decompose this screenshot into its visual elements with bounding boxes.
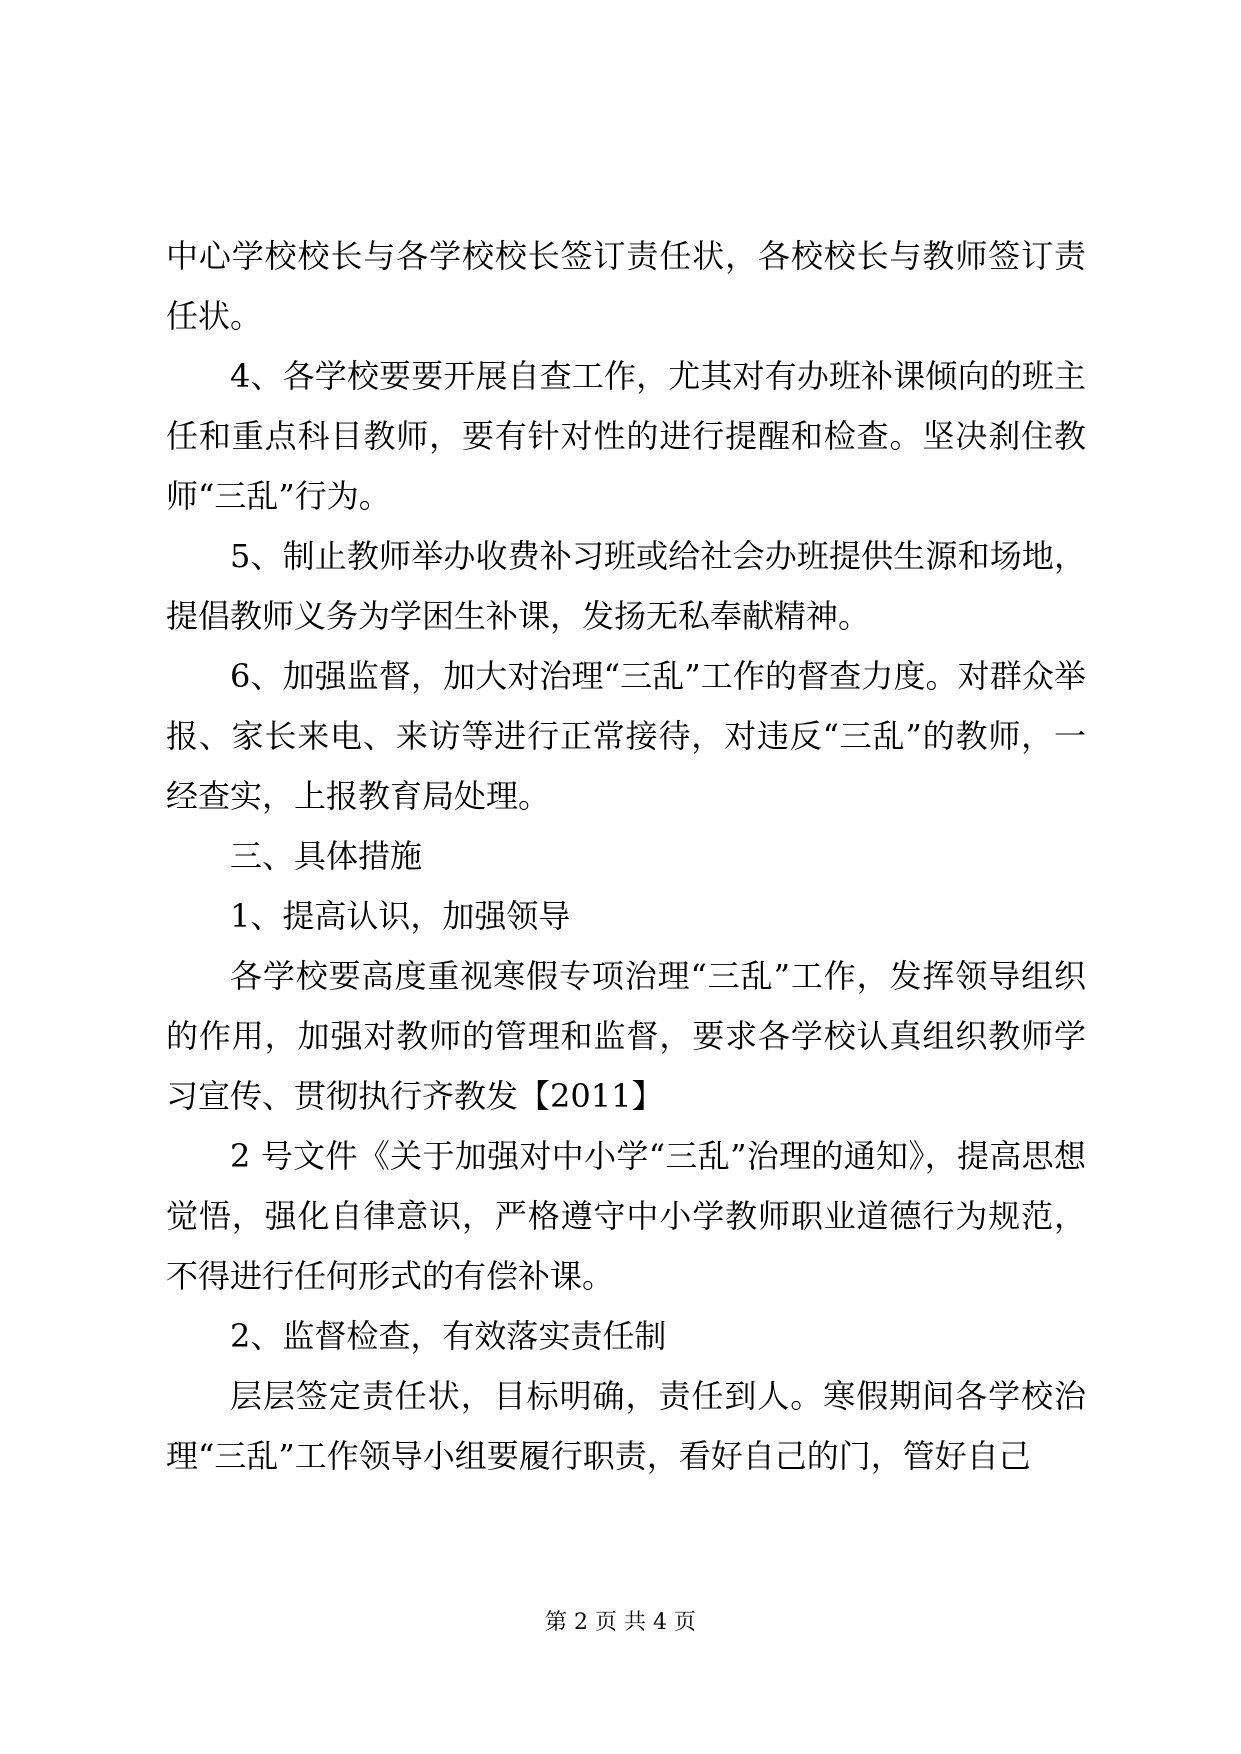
paragraph: 5、制止教师举办收费补习班或给社会办班提供生源和场地，提倡教师义务为学困生补课，发扬无私奉献精神。 — [166, 537, 1086, 635]
paragraph: 6、加强监督，加大对治理“三乱”工作的督查力度。对群众举报、家长来电、来访等进行正常接待，对违反“三乱”的教师，一经查实，上报教育局处理。 — [166, 657, 1086, 815]
paragraph: 4、各学校要要开展自查工作，尤其对有办班补课倾向的班主任和重点科目教师，要有针对性的进行提醒和检查。坚决刹住教师“三乱”行为。 — [166, 357, 1086, 515]
paragraph: 2 号文件《关于加强对中小学“三乱”治理的通知》，提高思想觉悟，强化自律意识，严格遵守中小学教师职业道德行为规范，不得进行任何形式的有偿补课。 — [166, 1137, 1086, 1295]
page-number-footer: 第 2 页 共 4 页 — [545, 1610, 696, 1635]
subsection-heading: 2、监督检查，有效落实责任制 — [230, 1317, 667, 1355]
paragraph: 各学校要高度重视寒假专项治理“三乱”工作，发挥领导组织的作用，加强对教师的管理和监督，要求各学校认真组织教师学习宣传、贯彻执行齐教发【2011】 — [166, 957, 1086, 1115]
document-body — [166, 226, 1086, 1486]
paragraph: 层层签定责任状，目标明确，责任到人。寒假期间各学校治理“三乱”工作领导小组要履行职责，看好自己的门，管好自己 — [166, 1377, 1086, 1475]
section-heading: 三、具体措施 — [230, 837, 423, 875]
subsection-heading: 1、提高认识，加强领导 — [230, 897, 571, 935]
paragraph: 中心学校校长与各学校校长签订责任状，各校校长与教师签订责任状。 — [166, 237, 1086, 335]
